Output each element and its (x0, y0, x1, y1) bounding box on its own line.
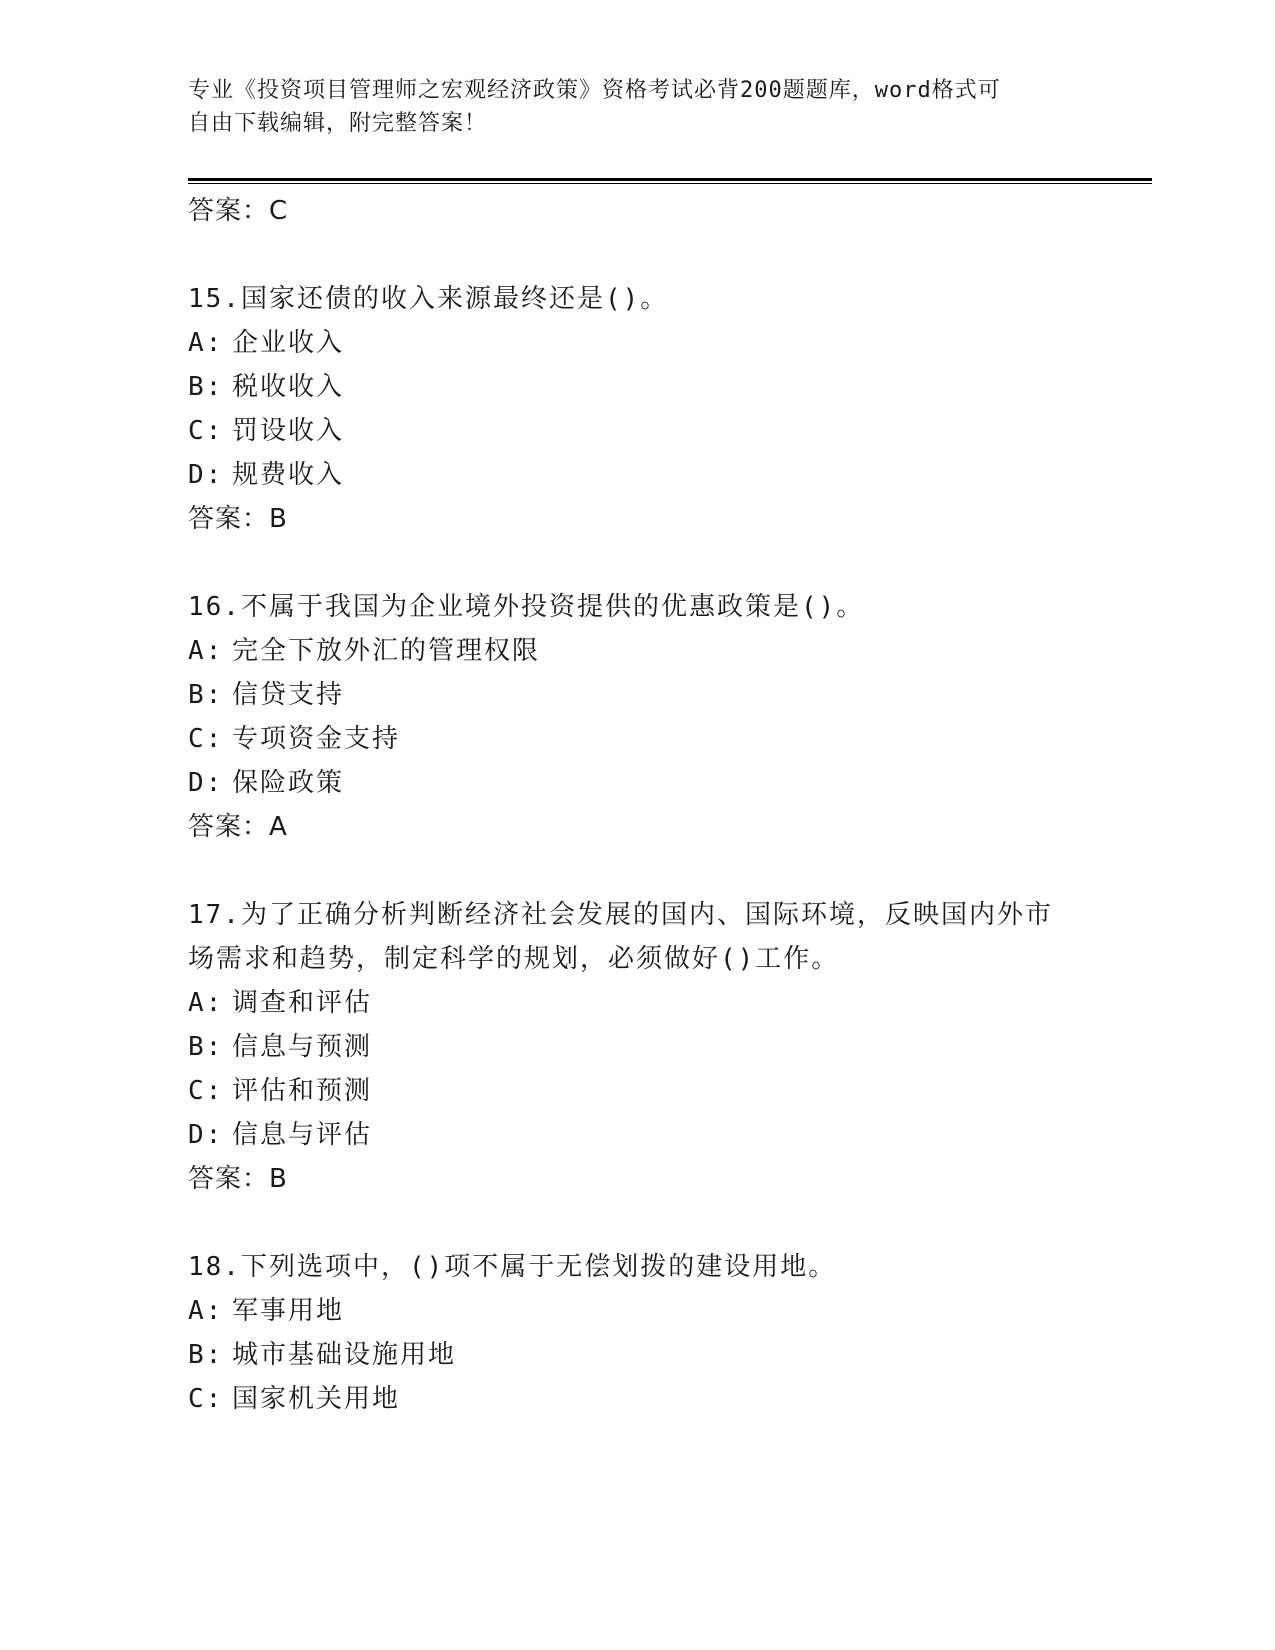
option-label: B: (188, 1340, 224, 1370)
question-15-answer: 答案：B (188, 504, 288, 534)
option-text: 完全下放外汇的管理权限 (232, 636, 541, 666)
question-16-option-b (188, 675, 344, 715)
header-line-1: 专业《投资项目管理师之宏观经济政策》资格考试必背200题题库，word格式可 (188, 78, 1001, 103)
option-label: C: (188, 1076, 224, 1106)
header-rule-thick (188, 178, 1152, 181)
option-label: B: (188, 680, 224, 710)
option-text: 罚设收入 (232, 416, 345, 446)
option-label: A: (188, 328, 224, 358)
option-text: 信贷支持 (232, 680, 345, 710)
option-label: A: (188, 988, 224, 1018)
option-label: B: (188, 372, 224, 402)
option-text: 评估和预测 (232, 1076, 373, 1106)
option-text: 税收收入 (232, 372, 345, 402)
option-text: 城市基础设施用地 (232, 1340, 457, 1370)
option-text: 信息与预测 (232, 1032, 373, 1062)
question-17-option-c (188, 1071, 372, 1111)
question-15-stem: 15.国家还债的收入来源最终还是()。 (188, 284, 669, 314)
question-17-stem-line-2: 场需求和趋势，制定科学的规划，必须做好()工作。 (188, 944, 840, 974)
question-16-option-a (188, 631, 540, 671)
option-label: B: (188, 1032, 224, 1062)
option-text: 企业收入 (232, 328, 345, 358)
question-17-answer: 答案：B (188, 1164, 288, 1194)
question-16-option-d (188, 763, 344, 803)
question-17-option-a (188, 983, 372, 1023)
option-label: A: (188, 636, 224, 666)
question-18-stem: 18.下列选项中，()项不属于无偿划拨的建设用地。 (188, 1252, 837, 1282)
option-text: 信息与评估 (232, 1120, 373, 1150)
question-18-option-c (188, 1379, 400, 1419)
option-text: 规费收入 (232, 460, 345, 490)
header-line-2: 自由下载编辑，附完整答案！ (188, 111, 488, 136)
option-label: D: (188, 460, 224, 490)
question-17-option-d (188, 1115, 372, 1155)
question-16-stem: 16.不属于我国为企业境外投资提供的优惠政策是()。 (188, 592, 865, 622)
option-label: C: (188, 1384, 224, 1414)
option-text: 保险政策 (232, 768, 345, 798)
question-15-option-a (188, 323, 344, 363)
question-18-option-a (188, 1291, 344, 1331)
document-header (188, 74, 1068, 140)
option-text: 军事用地 (232, 1296, 345, 1326)
option-label: D: (188, 1120, 224, 1150)
option-text: 专项资金支持 (232, 724, 401, 754)
question-18-option-b (188, 1335, 456, 1375)
question-15-option-b (188, 367, 344, 407)
question-16-answer: 答案：A (188, 812, 288, 842)
question-15-option-c (188, 411, 344, 451)
option-label: D: (188, 768, 224, 798)
option-text: 调查和评估 (232, 988, 373, 1018)
option-text: 国家机关用地 (232, 1384, 401, 1414)
answer-prev: 答案：C (188, 196, 289, 226)
header-rule-thin (188, 183, 1152, 184)
option-label: A: (188, 1296, 224, 1326)
question-17-option-b (188, 1027, 372, 1067)
question-15-option-d (188, 455, 344, 495)
question-16-option-c (188, 719, 400, 759)
option-label: C: (188, 724, 224, 754)
question-17-stem-line-1: 17.为了正确分析判断经济社会发展的国内、国际环境，反映国内外市 (188, 900, 1053, 930)
option-label: C: (188, 416, 224, 446)
